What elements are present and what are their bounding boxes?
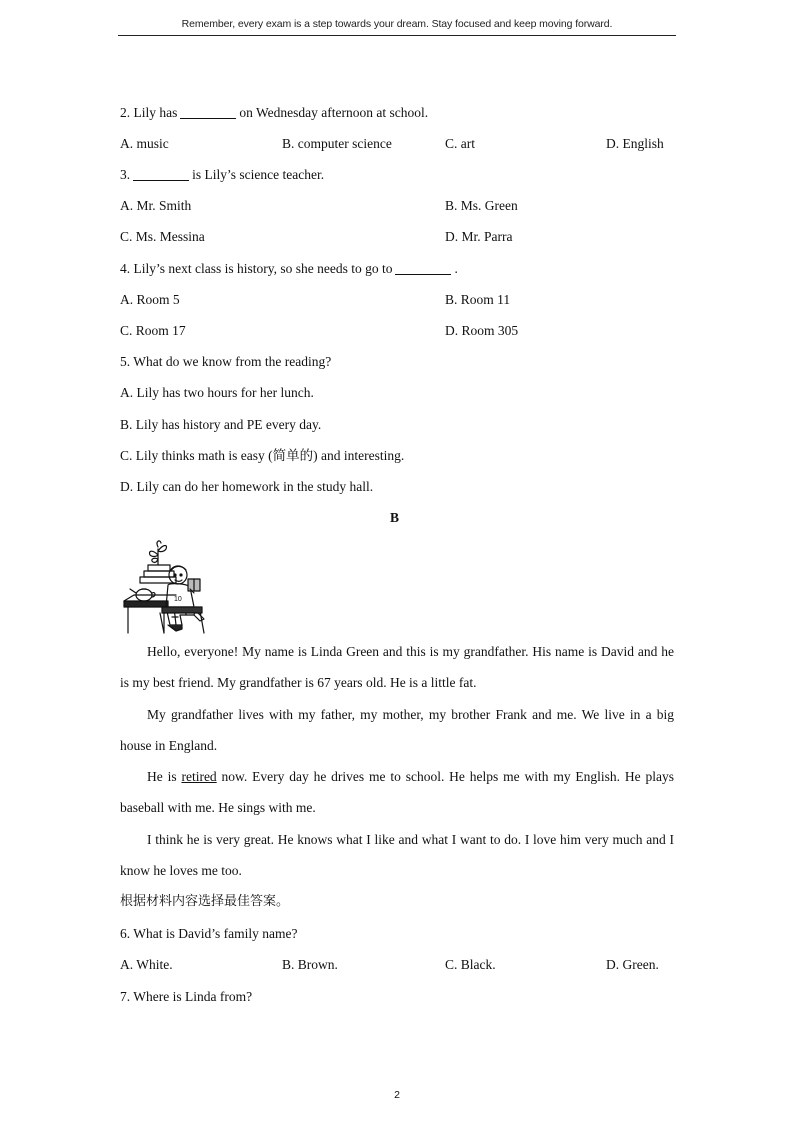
question-6-option-c: C. Black. xyxy=(445,957,496,972)
answer-blank xyxy=(180,106,236,119)
question-3-stem-before: 3. xyxy=(120,167,131,182)
section-b-heading: B xyxy=(390,510,400,525)
question-4-option-c: C. Room 17 xyxy=(120,323,186,338)
passage-paragraph-3-before: He is xyxy=(147,769,182,784)
answer-blank xyxy=(395,262,451,275)
question-6-stem: 6. What is David’s family name? xyxy=(120,926,298,941)
passage-paragraph-4-text: I think he is very great. He knows what I like and what I want to do. I love him very much and I know he loves me too. xyxy=(120,832,674,879)
question-3-option-c: C. Ms. Messina xyxy=(120,229,205,244)
header-rule xyxy=(118,35,676,36)
question-3-option-b: B. Ms. Green xyxy=(445,198,518,213)
underlined-word-retired: retired xyxy=(181,769,217,784)
passage-paragraph-3-after: now. Every day he drives me to school. He helps me with my English. He plays baseball with me. He sings with me. xyxy=(120,769,674,816)
question-4-option-a: A. Room 5 xyxy=(120,292,180,307)
page-header: Remember, every exam is a step towards your dream. Stay focused and keep moving forward. xyxy=(181,18,613,30)
passage-paragraph-2 xyxy=(120,699,674,762)
svg-text:10: 10 xyxy=(174,596,182,603)
question-3-option-a: A. Mr. Smith xyxy=(120,198,192,213)
question-2-stem-before: 2. Lily has xyxy=(120,105,178,120)
question-4-stem-before: 4. Lily’s next class is history, so she needs to go to xyxy=(120,261,393,276)
question-4-stem xyxy=(120,261,458,277)
passage-paragraph-2-text: My grandfather lives with my father, my mother, my brother Frank and me. We live in a big house in England. xyxy=(120,707,674,754)
question-2-option-c: C. art xyxy=(445,136,475,151)
question-4-stem-after: . xyxy=(454,261,458,276)
passage-paragraph-4 xyxy=(120,824,674,887)
question-2-stem-after: on Wednesday afternoon at school. xyxy=(239,105,429,120)
page-number: 2 xyxy=(394,1089,400,1101)
question-7-stem: 7. Where is Linda from? xyxy=(120,989,253,1004)
question-2-stem xyxy=(120,105,428,121)
question-5-stem: 5. What do we know from the reading? xyxy=(120,354,332,369)
question-3-stem-after: is Lily’s science teacher. xyxy=(192,167,325,182)
passage-paragraph-1-text: Hello, everyone! My name is Linda Green and this is my grandfather. His name is David and he is my best friend. My grandfather is 67 years old. He is a little fat. xyxy=(120,644,674,691)
question-6-option-d: D. Green. xyxy=(606,957,659,972)
passage-paragraph-3 xyxy=(120,761,674,824)
question-5-option-d: D. Lily can do her homework in the study hall. xyxy=(120,479,374,494)
answer-blank xyxy=(133,168,189,181)
question-2-option-b: B. computer science xyxy=(282,136,392,151)
question-3-stem xyxy=(120,167,324,183)
question-2-option-a: A. music xyxy=(120,136,169,151)
question-4-option-d: D. Room 305 xyxy=(445,323,519,338)
grandfather-illustration xyxy=(120,535,212,635)
question-4-option-b: B. Room 11 xyxy=(445,292,511,307)
instruction-text: 根据材料内容选择最佳答案。 xyxy=(120,894,290,909)
question-6-option-b: B. Brown. xyxy=(282,957,338,972)
passage-paragraph-1 xyxy=(120,636,674,699)
question-2-option-d: D. English xyxy=(606,136,664,151)
question-3-option-d: D. Mr. Parra xyxy=(445,229,513,244)
question-5-option-c: C. Lily thinks math is easy (简单的) and interesting. xyxy=(120,448,405,463)
question-5-option-b: B. Lily has history and PE every day. xyxy=(120,417,322,432)
question-6-option-a: A. White. xyxy=(120,957,173,972)
question-5-option-a: A. Lily has two hours for her lunch. xyxy=(120,385,314,400)
